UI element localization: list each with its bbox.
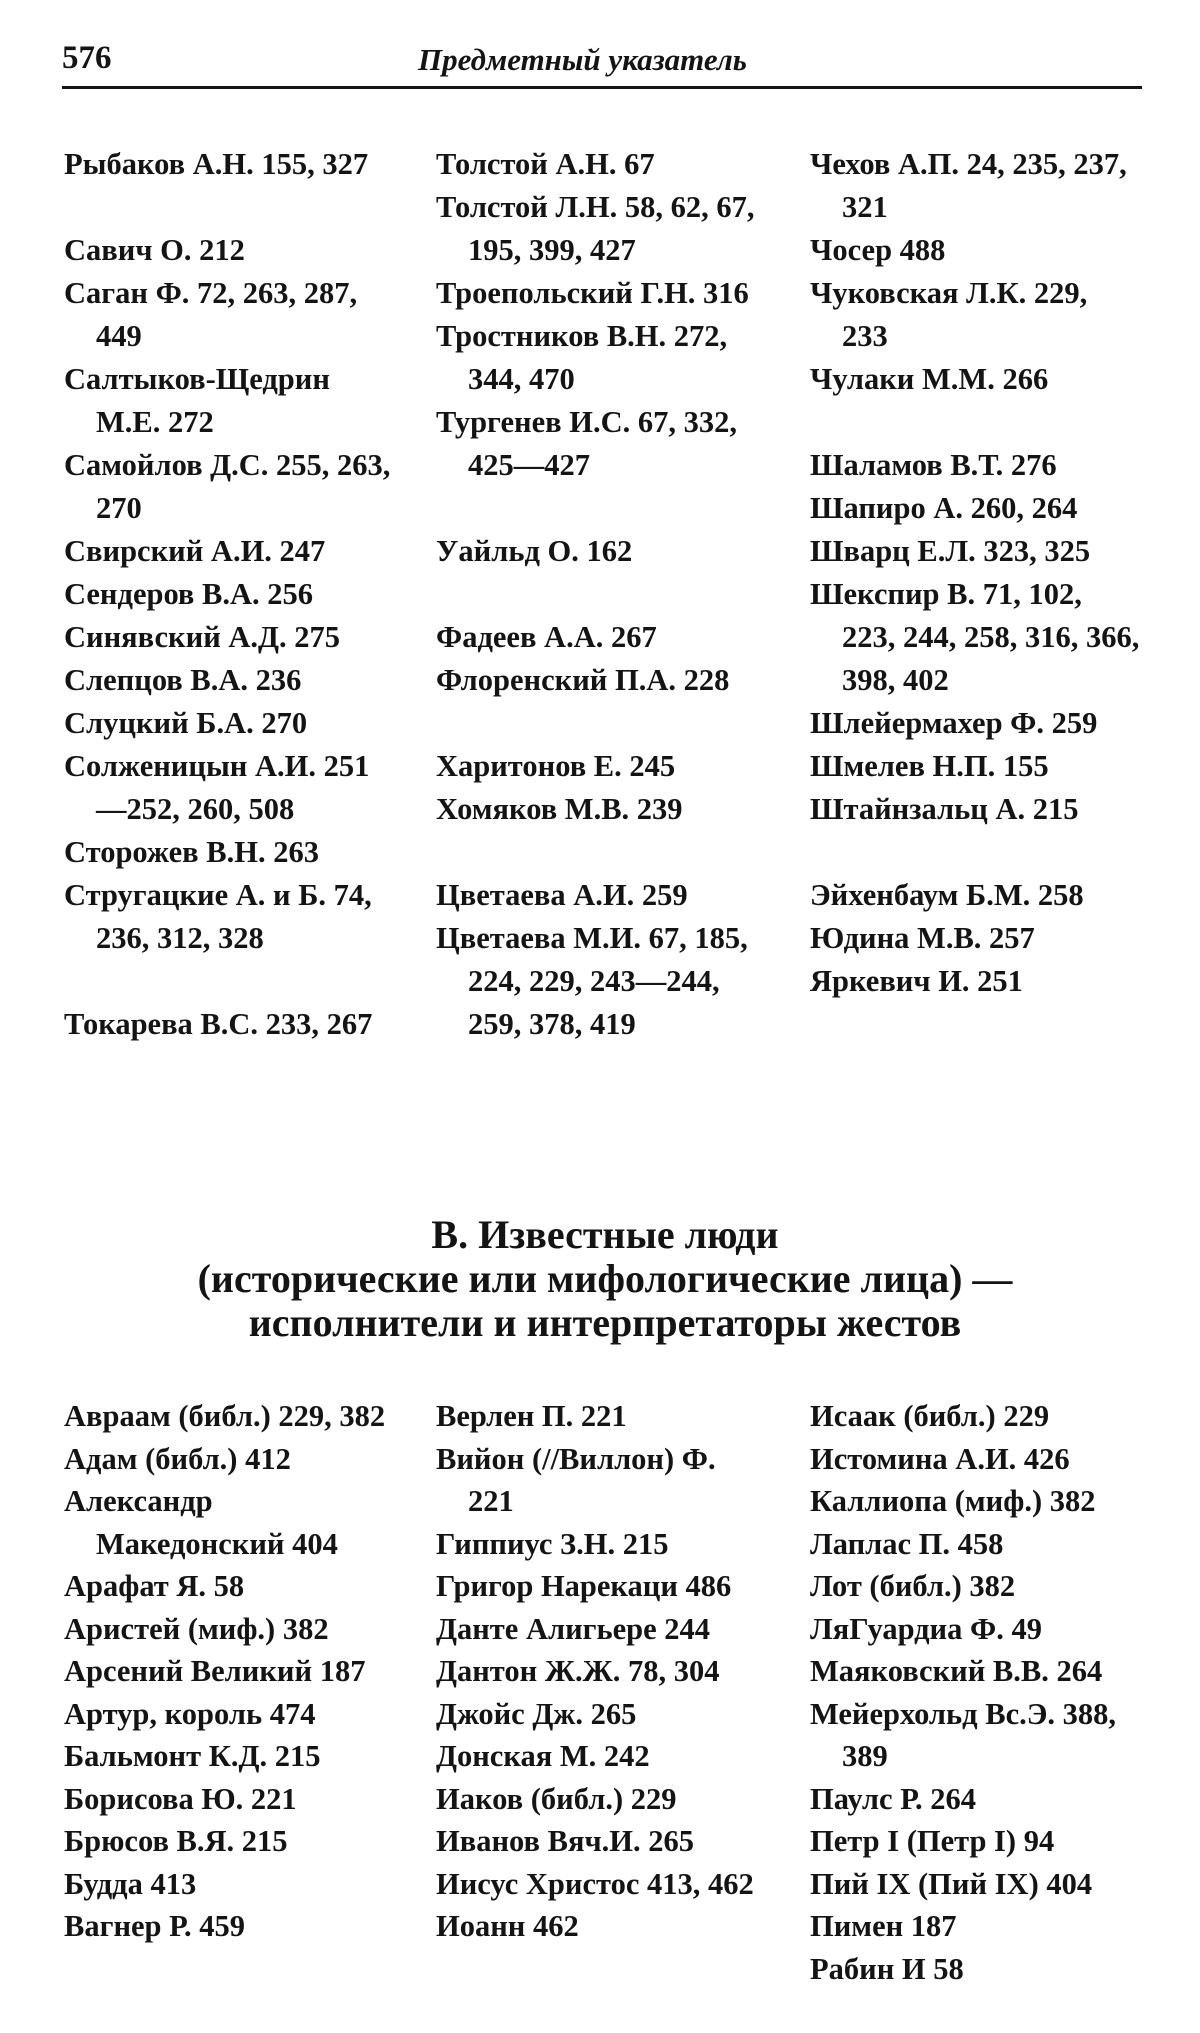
index-entry: Яркевич И. 251 <box>810 964 1023 998</box>
index-entry: Свирский А.И. 247 <box>64 534 326 568</box>
letter-group-gap <box>64 186 394 229</box>
index-entry: Токарева В.С. 233, 267 <box>64 1007 373 1041</box>
index-entry: Шаламов В.Т. 276 <box>810 448 1057 482</box>
index-entry: Уайльд О. 162 <box>436 534 633 568</box>
index-entry: Юдина М.В. 257 <box>810 921 1035 955</box>
index-entry: Шварц Е.Л. 323, 325 <box>810 534 1091 568</box>
index-entry: Шапиро А. 260, 264 <box>810 491 1078 525</box>
index-entry: Лаплас П. 458 <box>810 1526 1004 1561</box>
index-entry: Чехов А.П. 24, 235, 237, 321 <box>810 147 1127 224</box>
running-title: Предметный указатель <box>418 42 747 77</box>
section-heading-line-2: (исторические или мифологические лица) — <box>197 1256 1013 1301</box>
index-entry: Штайнзальц А. 215 <box>810 792 1079 826</box>
index-entry: Истомина А.И. 426 <box>810 1441 1070 1476</box>
index-entry: Рабин И 58 <box>810 1951 964 1986</box>
index-entry: Данте Алигьере 244 <box>436 1611 711 1646</box>
index-entry: Саган Ф. 72, 263, 287, 449 <box>64 276 358 353</box>
letter-group-gap <box>64 960 394 1003</box>
index-entry: Бальмонт К.Д. 215 <box>64 1739 321 1773</box>
letter-group-gap <box>436 487 766 530</box>
index-entry: Адам (библ.) 412 <box>64 1441 291 1476</box>
index-entry: Хомяков М.В. 239 <box>436 792 683 826</box>
index-entry: Чосер 488 <box>810 233 946 267</box>
index-entry: Вагнер Р. 459 <box>64 1909 245 1943</box>
index-entry: Григор Нарекаци 486 <box>436 1569 732 1603</box>
section-heading-line-3: исполнители и интерпретаторы жестов <box>248 1300 962 1345</box>
index-entry: Арсений Великий 187 <box>64 1654 366 1688</box>
index-entry: Толстой А.Н. 67 <box>436 147 655 181</box>
index-entry: Гиппиус З.Н. 215 <box>436 1526 669 1561</box>
index-entry: Иисус Христос 413, 462 <box>436 1866 754 1901</box>
index-entry: Пимен 187 <box>810 1909 957 1943</box>
index-entry: Исаак (библ.) 229 <box>810 1399 1050 1433</box>
index-entry: Тростников В.Н. 272, 344, 470 <box>436 319 728 396</box>
index-entry: Авраам (библ.) 229, 382 <box>64 1399 386 1433</box>
index-entry: Иоанн 462 <box>436 1909 579 1943</box>
index-entry: Лот (библ.) 382 <box>810 1569 1016 1603</box>
index-entry: Иаков (библ.) 229 <box>436 1781 677 1816</box>
index-entry: Донская М. 242 <box>436 1739 650 1773</box>
index-entry: Петр I (Петр I) 94 <box>810 1824 1055 1858</box>
index-entry: Чулаки М.М. 266 <box>810 362 1049 396</box>
index-entry: Сторожев В.Н. 263 <box>64 835 319 869</box>
index-column-1 <box>64 143 394 1046</box>
index-entry: Солженицын А.И. 251—252, 260, 508 <box>64 749 370 826</box>
index-entry: Харитонов Е. 245 <box>436 749 676 783</box>
index-entry: Аристей (миф.) 382 <box>64 1611 329 1646</box>
index-entry: Артур, король 474 <box>64 1696 316 1731</box>
index-entry: Самойлов Д.С. 255, 263, 270 <box>64 448 391 525</box>
letter-group-gap <box>810 401 1140 444</box>
index-entry: Паулс Р. 264 <box>810 1781 977 1816</box>
index-entry: Фадеев А.А. 267 <box>436 620 657 654</box>
index-entry: Каллиопа (миф.) 382 <box>810 1484 1096 1518</box>
index-entry: Слуцкий Б.А. 270 <box>64 706 308 740</box>
index-entry: Арафат Я. 58 <box>64 1569 245 1603</box>
index-entry: Цветаева А.И. 259 <box>436 878 688 912</box>
index-entry: Троепольский Г.Н. 316 <box>436 276 749 310</box>
index-column-5 <box>436 1395 766 1948</box>
index-column-2 <box>436 143 766 1046</box>
index-entry: Шлейермахер Ф. 259 <box>810 706 1098 740</box>
index-entry: ЛяГуардиа Ф. 49 <box>810 1611 1042 1646</box>
index-entry: Салтыков-Щедрин М.Е. 272 <box>64 362 330 439</box>
index-entry: Рыбаков А.Н. 155, 327 <box>64 147 369 181</box>
letter-group-gap <box>436 573 766 616</box>
index-entry: Вийон (//Виллон) Ф. 221 <box>436 1441 716 1518</box>
section-heading-line-1: В. Известные люди <box>431 1212 779 1257</box>
index-entry: Савич О. 212 <box>64 233 245 267</box>
page-header <box>62 40 1142 89</box>
index-column-3 <box>810 143 1140 1003</box>
index-entry: Синявский А.Д. 275 <box>64 620 341 654</box>
letter-group-gap <box>810 831 1140 874</box>
index-entry: Иванов Вяч.И. 265 <box>436 1824 694 1858</box>
index-entry: Тургенев И.С. 67, 332, 425—427 <box>436 405 737 482</box>
index-entry: Стругацкие А. и Б. 74, 236, 312, 328 <box>64 878 372 955</box>
index-entry: Маяковский В.В. 264 <box>810 1654 1103 1688</box>
index-entry: Шекспир В. 71, 102, 223, 244, 258, 316, 366, 398, 402 <box>810 577 1140 697</box>
index-entry: Дантон Ж.Ж. 78, 304 <box>436 1654 720 1688</box>
index-entry: Эйхенбаум Б.М. 258 <box>810 878 1084 912</box>
index-entry: Шмелев Н.П. 155 <box>810 749 1049 783</box>
index-entry: Брюсов В.Я. 215 <box>64 1824 288 1858</box>
index-entry: Джойс Дж. 265 <box>436 1696 637 1731</box>
letter-group-gap <box>436 831 766 874</box>
index-entry: Верлен П. 221 <box>436 1399 627 1433</box>
index-column-4 <box>64 1395 394 1948</box>
index-entry: Сендеров В.А. 256 <box>64 577 314 611</box>
index-entry: Будда 413 <box>64 1866 197 1901</box>
section-heading <box>60 1213 1150 1345</box>
index-entry: Борисова Ю. 221 <box>64 1781 297 1816</box>
index-entry: Александр Македонский 404 <box>64 1484 338 1561</box>
index-entry: Цветаева М.И. 67, 185, 224, 229, 243—244, 259, 378, 419 <box>436 921 748 1041</box>
letter-group-gap <box>436 702 766 745</box>
page-number: 576 <box>62 40 112 76</box>
index-entry: Мейерхольд Вс.Э. 388, 389 <box>810 1696 1117 1773</box>
index-entry: Толстой Л.Н. 58, 62, 67, 195, 399, 427 <box>436 190 755 267</box>
index-column-6 <box>810 1395 1140 1990</box>
index-entry: Чуковская Л.К. 229, 233 <box>810 276 1088 353</box>
index-entry: Слепцов В.А. 236 <box>64 663 302 697</box>
index-entry: Пий IX (Пий IX) 404 <box>810 1866 1093 1901</box>
index-entry: Флоренский П.А. 228 <box>436 663 730 697</box>
